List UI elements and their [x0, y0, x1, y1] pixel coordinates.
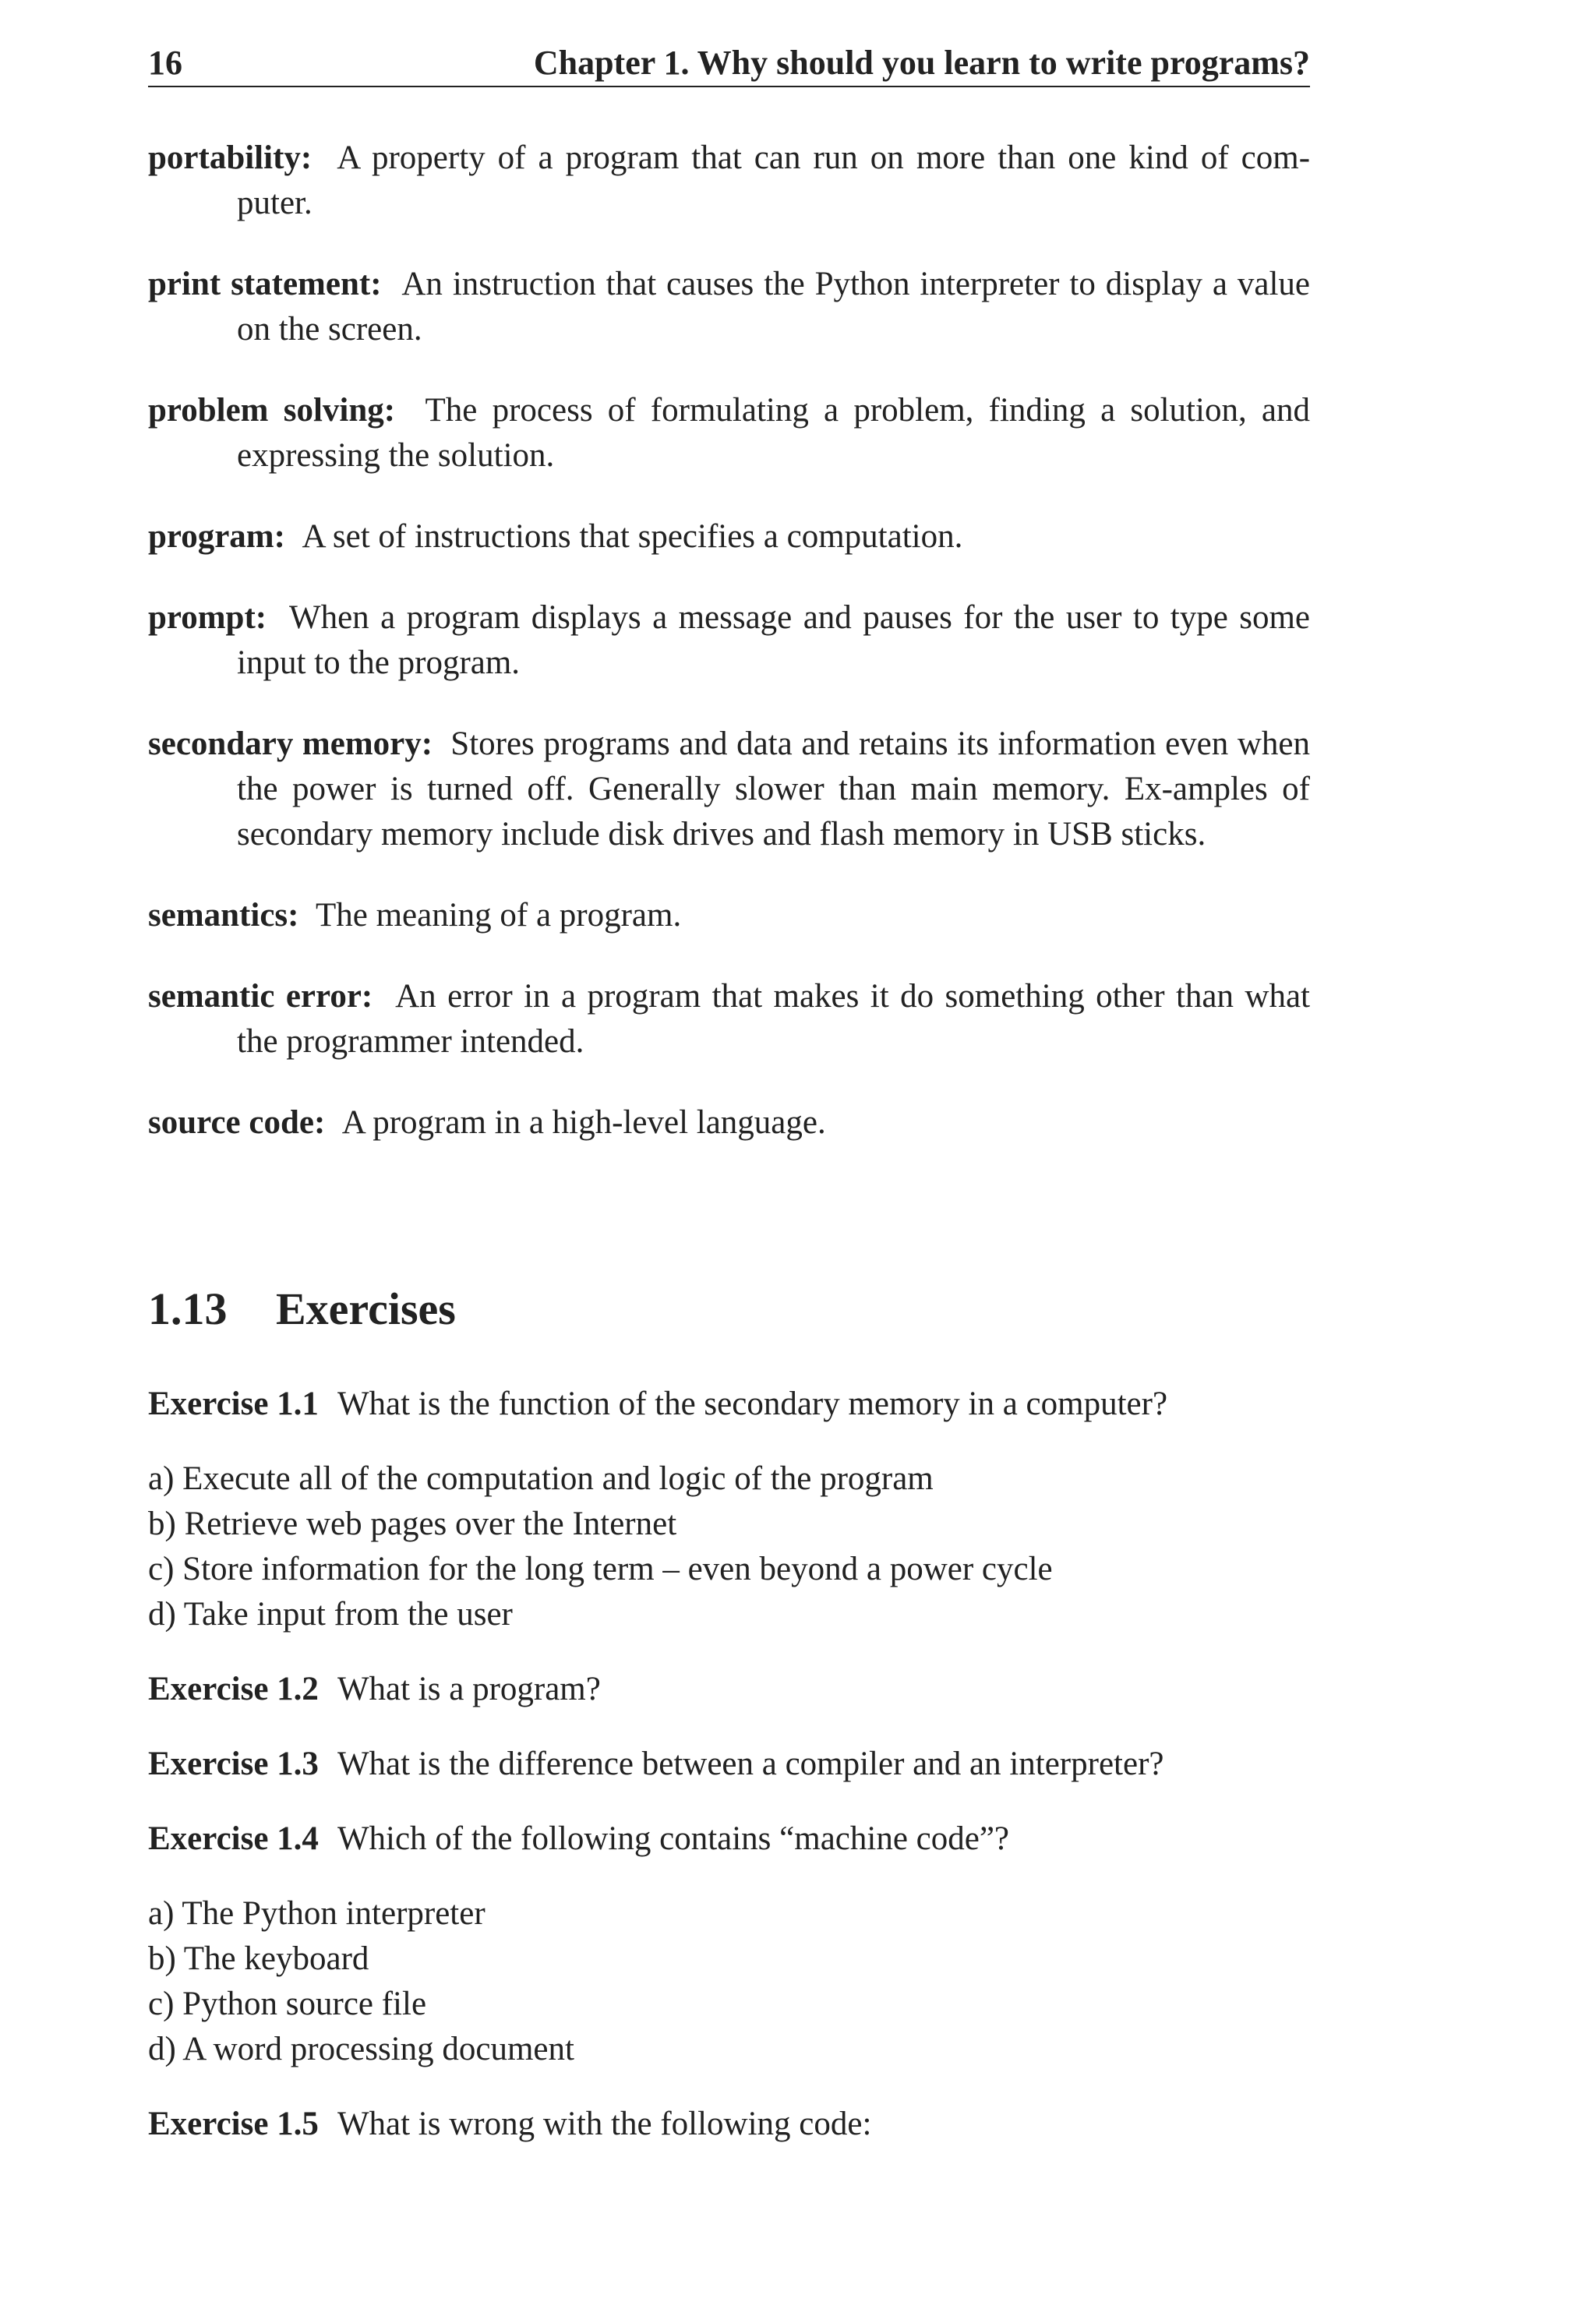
page-number: 16	[148, 44, 182, 82]
glossary-entry-portability	[148, 136, 1310, 226]
glossary-term: prompt:	[148, 599, 267, 636]
glossary-term: portability:	[148, 139, 312, 176]
glossary-entry-print-statement	[148, 262, 1310, 352]
option-item: c) Store information for the long term – even beyond a power cycle	[148, 1551, 1053, 1587]
exercise-list	[148, 1382, 1310, 2177]
exercise-question: Which of the following contains “machine code”?	[337, 1820, 1009, 1857]
exercise-1-1	[148, 1382, 1310, 1427]
glossary-entry-secondary-memory	[148, 722, 1310, 857]
exercise-question: What is the function of the secondary memory in a computer?	[337, 1386, 1168, 1422]
glossary-definition: The meaning of a program.	[315, 897, 682, 934]
option-item: a) Execute all of the computation and logic of the program	[148, 1460, 934, 1497]
glossary-entry-problem-solving	[148, 388, 1310, 478]
exercise-1-2	[148, 1667, 1310, 1712]
glossary-entry-program	[148, 514, 1310, 560]
option-item: b) The keyboard	[148, 1940, 369, 1977]
glossary-definition: The process of formulating a problem, finding a solution, and expressing the solution.	[237, 392, 1311, 474]
option-item: c) Python source file	[148, 1986, 427, 2022]
exercise-label: Exercise 1.3	[148, 1746, 319, 1782]
exercise-1-3	[148, 1742, 1310, 1787]
exercise-1-4-options	[148, 1891, 1310, 2072]
glossary-entry-source-code	[148, 1100, 1310, 1146]
exercise-label: Exercise 1.5	[148, 2106, 319, 2142]
glossary-term: semantics:	[148, 897, 299, 934]
exercise-question: What is wrong with the following code:	[337, 2106, 872, 2142]
section-title: Exercises	[276, 1283, 456, 1334]
exercise-1-1-options	[148, 1456, 1310, 1637]
glossary-definition: A set of instructions that specifies a computation.	[302, 518, 963, 555]
glossary-term: source code:	[148, 1104, 326, 1141]
glossary-entry-semantics	[148, 893, 1310, 938]
glossary-definition: A property of a program that can run on more than one kind of com-puter.	[237, 139, 1311, 221]
glossary-definition: When a program displays a message and pauses for the user to type some input to the program.	[237, 599, 1310, 681]
running-header	[148, 41, 1310, 87]
glossary-definition: An error in a program that makes it do something other than what the programmer intended.	[237, 978, 1310, 1060]
section-number: 1.13	[148, 1283, 228, 1334]
option-item: d) A word processing document	[148, 2031, 574, 2067]
exercise-label: Exercise 1.4	[148, 1820, 319, 1857]
exercise-label: Exercise 1.2	[148, 1671, 319, 1707]
option-item: d) Take input from the user	[148, 1596, 513, 1633]
glossary-definition: An instruction that causes the Python interpreter to display a value on the screen.	[237, 266, 1310, 348]
option-item: a) The Python interpreter	[148, 1895, 486, 1932]
exercise-question: What is the difference between a compiler and an interpreter?	[337, 1746, 1164, 1782]
exercise-question: What is a program?	[337, 1671, 601, 1707]
glossary-term: print statement:	[148, 266, 382, 302]
glossary-term: program:	[148, 518, 285, 555]
glossary-entry-prompt	[148, 595, 1310, 686]
option-item: b) Retrieve web pages over the Internet	[148, 1506, 677, 1542]
glossary-definition: Stores programs and data and retains its information even when the power is turned off. Generally slower than main memory. Ex-amples of secondary memory include disk drives and flash memory in USB sticks.	[237, 726, 1311, 853]
exercise-1-5	[148, 2102, 1310, 2147]
glossary-definition: A program in a high-level language.	[341, 1104, 826, 1141]
glossary-list	[148, 136, 1310, 1181]
glossary-term: problem solving:	[148, 392, 396, 429]
section-heading	[148, 1278, 456, 1340]
exercise-label: Exercise 1.1	[148, 1386, 319, 1422]
exercise-1-4	[148, 1816, 1310, 1862]
glossary-term: secondary memory:	[148, 726, 433, 762]
glossary-entry-semantic-error	[148, 974, 1310, 1064]
glossary-term: semantic error:	[148, 978, 373, 1015]
running-title: Chapter 1. Why should you learn to write programs?	[533, 44, 1310, 82]
